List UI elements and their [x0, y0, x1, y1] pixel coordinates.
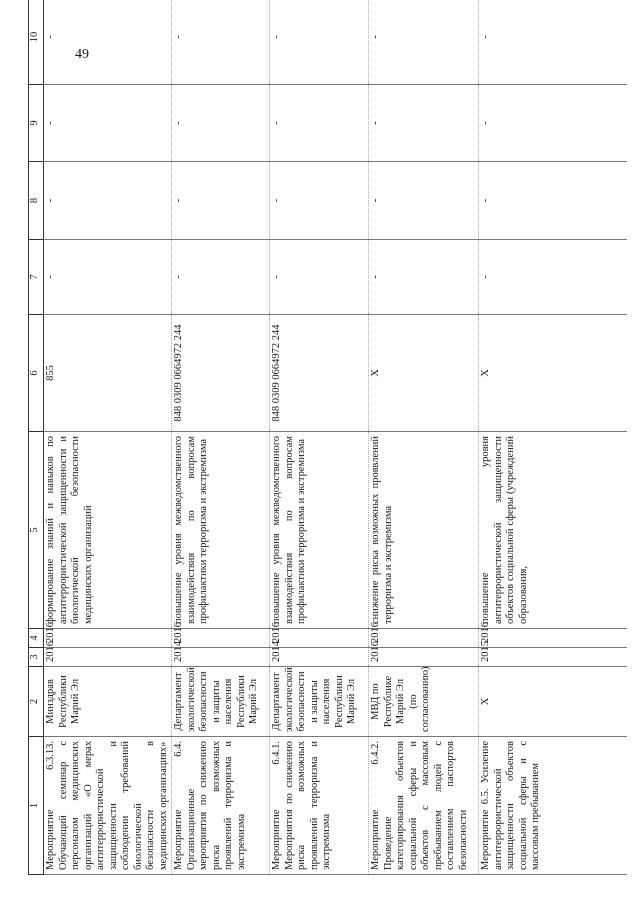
expected-result: снижение риска возможных проявлений терроризма и экстремизма — [369, 432, 479, 629]
col-header-2: 2 — [29, 667, 44, 737]
col-header-8: 8 — [29, 162, 44, 240]
executor: Департамент экологической безопасности и защиты населения Республики Марий Эл — [172, 667, 270, 737]
end-year: 2016 — [369, 629, 479, 648]
budget-code: 855 — [44, 315, 172, 432]
executor: Департамент экологической безопасности и защиты населения Республики Марий Эл — [270, 667, 369, 737]
value-col-7: - — [44, 240, 172, 315]
budget-code: 848 0309 0664972 244 — [172, 315, 270, 432]
end-year: 2016 — [172, 629, 270, 648]
col-header-4: 4 — [29, 629, 44, 648]
value-col-7: - — [479, 240, 627, 315]
col-header-6: 6 — [29, 315, 44, 432]
measure-name: Мероприятие 6.4.1. Мероприятия по снижению риска возможных проявлений терроризма и экстремизма — [270, 737, 369, 875]
value-col-8: - — [369, 162, 479, 240]
budget-code: X — [479, 315, 627, 432]
header-row — [29, 0, 44, 875]
col-header-9: 9 — [29, 85, 44, 162]
col-header-3: 3 — [29, 648, 44, 667]
end-year: 2016 — [479, 629, 627, 648]
start-year: 2016 — [44, 648, 172, 667]
table-row — [172, 0, 270, 875]
value-col-10: - — [270, 0, 369, 85]
value-col-10: - — [369, 0, 479, 85]
executor: X — [479, 667, 627, 737]
value-col-8: - — [44, 162, 172, 240]
expected-result: повышение уровня антитеррористической защищенности объектов социальной сферы (учреждений образования, — [479, 432, 627, 629]
value-col-7: - — [172, 240, 270, 315]
rotated-table-container — [28, 0, 618, 875]
table-row — [369, 0, 479, 875]
value-col-7: - — [369, 240, 479, 315]
value-col-9: - — [479, 85, 627, 162]
value-col-9: - — [270, 85, 369, 162]
table-row — [270, 0, 369, 875]
budget-code: 848 0309 0664972 244 — [270, 315, 369, 432]
expected-result: формирование знаний и навыков по антитеррористической защищенности и биологической безопасности медицинских организаций — [44, 432, 172, 629]
value-col-9: - — [172, 85, 270, 162]
value-col-7: - — [270, 240, 369, 315]
end-year: 2016 — [44, 629, 172, 648]
value-col-10: - — [172, 0, 270, 85]
executor: Минздрав Республики Марий Эл — [44, 667, 172, 737]
value-col-8: - — [479, 162, 627, 240]
col-header-10: 10 — [29, 0, 44, 85]
col-header-7: 7 — [29, 240, 44, 315]
value-col-8: - — [270, 162, 369, 240]
value-col-10: - — [479, 0, 627, 85]
value-col-8: - — [172, 162, 270, 240]
end-year: 2016 — [270, 629, 369, 648]
start-year: 2014 — [270, 648, 369, 667]
value-col-9: - — [44, 85, 172, 162]
measure-name: Мероприятие 6.4.2. Проведение категорирования объектов социальной сферы и объектов с массовым пребыванием людей с составлением паспортов безопасности — [369, 737, 479, 875]
budget-code: X — [369, 315, 479, 432]
expected-result: повышение уровня межведомственного взаимодействия по вопросам профилактики терроризма и экстремизма — [172, 432, 270, 629]
executor: МВД по Республике Марий Эл (по согласованию) — [369, 667, 479, 737]
expected-result: повышение уровня межведомственного взаимодействия по вопросам профилактики терроризма и экстремизма — [270, 432, 369, 629]
start-year: 2015 — [479, 648, 627, 667]
measure-name: Мероприятие 6.4. Организационные мероприятия по снижению риска возможных проявлений терроризма и экстремизма — [172, 737, 270, 875]
start-year: 2016 — [369, 648, 479, 667]
table-row — [44, 0, 172, 875]
page-number: 49 — [75, 47, 89, 62]
start-year: 2014 — [172, 648, 270, 667]
measure-name: Мероприятие 6.5. Усиление антитеррористической защищенности объектов социальной сферы и с массовым пребыванием — [479, 737, 627, 875]
col-header-5: 5 — [29, 432, 44, 629]
value-col-10: - — [44, 0, 172, 85]
value-col-9: - — [369, 85, 479, 162]
measures-table — [28, 0, 627, 875]
measure-name: Мероприятие 6.3.13. Обучающий семинар с персоналом медицинских организаций «О мерах антитеррористической защищенности и соблюдении требований биологической безопасности в медицинских организациях» — [44, 737, 172, 875]
table-row — [479, 0, 627, 875]
col-header-1: 1 — [29, 737, 44, 875]
